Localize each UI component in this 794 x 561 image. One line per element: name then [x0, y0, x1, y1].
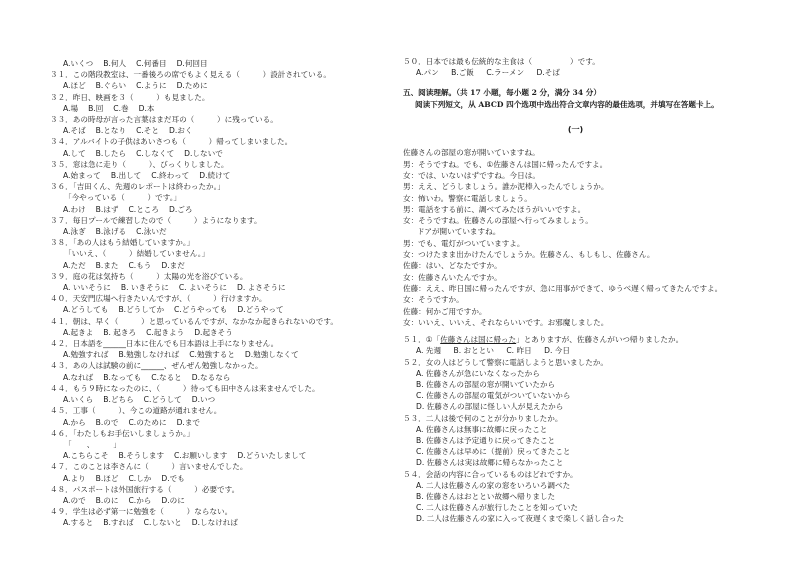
- option: A.起きよ: [63, 327, 94, 337]
- question-text: 「 、 」: [64, 439, 121, 449]
- question-text: ４５．工事（ ）、今この道路が通れません。: [50, 406, 222, 416]
- option: D.勉強しなくて: [244, 350, 299, 360]
- option: B.ぐらい: [95, 81, 127, 91]
- option: B.勉強しなければ: [118, 350, 180, 360]
- answer-options: [63, 204, 390, 215]
- answer-options: [63, 473, 390, 484]
- option: D.しなければ: [191, 518, 238, 528]
- option: A.こちらこそ: [63, 451, 109, 461]
- answer-options: [63, 58, 390, 69]
- question-text: ３１．この階段教室は、一番後ろの席でもよく見える（ ）設計されている。: [50, 70, 331, 80]
- option: C.巻: [113, 103, 129, 113]
- right-column: [403, 56, 748, 525]
- question-text: 「今やっている（ ）です。」: [64, 193, 182, 203]
- dialog-line: 女：では、いないはずですね。今日は。: [403, 171, 540, 180]
- dialog-line: 女：佐藤さんいたんですか。: [403, 272, 502, 282]
- option: B. 佐藤さんの部屋の窓が開いていたから: [416, 379, 556, 389]
- answer-options: [63, 170, 390, 181]
- option: A.ので: [63, 495, 86, 505]
- option: B.なっても: [103, 372, 142, 382]
- option: C.ラーメン: [486, 68, 525, 78]
- question-50: ５０．日本では最も伝統的な主食は（ ）です。: [403, 57, 600, 66]
- option: D.でも: [161, 473, 185, 483]
- answer-options: [63, 80, 390, 91]
- option: A.ほど: [63, 81, 86, 91]
- question-54-block: [403, 469, 748, 525]
- answer-options: [63, 304, 390, 315]
- question-text: ３６．「吉田くん、先週のレポートは終わったか。」: [50, 182, 226, 192]
- option: C.もう: [128, 260, 152, 270]
- option: A.どうしても: [63, 305, 109, 315]
- answer-options: [63, 226, 390, 237]
- answer-options: [63, 417, 390, 428]
- dialog-line: 女：そうですか。: [403, 295, 464, 305]
- question-54: ５４．会話の内容に合っているものはどれですか。: [403, 469, 578, 479]
- section-instructions: 阅读下列短文，从 ABCD 四个选项中选出符合文章内容的最佳选项，并填写在答题卡上。: [415, 99, 719, 109]
- question-text: ３９．庭の花は気持ち（ ）太陽の光を浴びている。: [50, 271, 248, 281]
- option: A.勉強すれば: [63, 350, 109, 360]
- option: C.そと: [136, 126, 159, 136]
- option: D.どういたしまして: [237, 451, 307, 461]
- question-text: ４３．あの人は試験の前に______、ぜんぜん勉強しなかった。: [50, 361, 263, 371]
- option: D. 二人は佐藤さんの家に入って夜遅くまで楽しく話し合った: [416, 514, 625, 524]
- option: D. 佐藤さんの部屋に怪しい人が見えたから: [416, 402, 564, 412]
- option: D. 佐藤さんは実は故郷に帰らなかったこと: [416, 458, 564, 468]
- option: B.どちら: [103, 395, 134, 405]
- option: B.ので: [95, 417, 119, 427]
- option: A.そば: [63, 126, 86, 136]
- option: B. 佐藤さんはおととい故郷へ帰りました: [416, 492, 556, 501]
- option: C.お願いします: [174, 451, 228, 461]
- option: B.のに: [95, 495, 119, 505]
- question-53-block: [403, 413, 748, 469]
- passage-heading: (一): [567, 125, 584, 135]
- option: C.しないと: [143, 518, 182, 528]
- option: D.ために: [176, 81, 208, 91]
- option: D.起きそう: [194, 327, 233, 337]
- answer-options: [63, 282, 390, 293]
- question-text: ４７．このことは李さんに（ ）言いませんでした。: [50, 462, 248, 472]
- question-text: ３５．窓は急に走り（ ）、びっくりしました。: [50, 159, 229, 169]
- dialog-line: 女：怖いわ。警察に電話しましょう。: [403, 193, 532, 203]
- option: C.何番目: [136, 59, 167, 68]
- option: B.また: [95, 260, 119, 270]
- question-text: ３４．アルバイトの子供はあいさつも（ ）帰ってしまいました。: [50, 137, 293, 147]
- option: D.そば: [536, 68, 560, 78]
- option: A.パン: [416, 68, 439, 78]
- dialog-line: 男：そうですね。でも、①佐藤さんは国に帰ったんですよ。: [403, 159, 608, 169]
- question-51: ５１．①「佐藤さんは国に帰った」とありますが、佐藤さんがいつ帰りましたか。: [403, 335, 684, 345]
- answer-options: [63, 125, 390, 136]
- option: C.しか: [128, 473, 152, 483]
- option: B.となり: [95, 126, 127, 136]
- dialog-line: 男：電話をする前に、調べてみたほうがいいですよ。: [403, 204, 586, 214]
- option: D.まだ: [161, 260, 185, 270]
- dialog-line: 女：いいえ、いいえ、それならいいです。お邪魔しました。: [403, 317, 609, 327]
- question-text: ３８．「あの人はもう結婚していますか。」: [50, 238, 195, 248]
- answer-options: [63, 372, 390, 383]
- option: A.より: [63, 473, 86, 483]
- answer-options: [63, 260, 390, 271]
- option: D.まで: [176, 417, 201, 427]
- answer-options: [63, 103, 390, 114]
- question-text: ４８．パスポートは外国旅行する（ ）必要です。: [50, 484, 240, 494]
- dialog-line: 男：でも、電灯がついていますよ。: [403, 238, 525, 248]
- option: C.ところ: [128, 204, 159, 214]
- dialog-line: ドアが開いていますね。: [417, 227, 501, 237]
- option: A.なれば: [63, 372, 94, 382]
- dialog-line: 佐藤：ええ、昨日国に帰ったんですが、急に用事ができて、ゆうべ遅く帰ってきたんですよ。: [403, 283, 723, 293]
- dialog-passage: [403, 147, 748, 328]
- option: B.すれば: [103, 518, 134, 528]
- option: A.から: [63, 417, 86, 427]
- option: D.なるなら: [191, 372, 231, 382]
- question-51-options: [416, 345, 748, 356]
- option: D.本: [138, 103, 155, 113]
- question-text: ４２．日本語を______日本に住んでも日本語は上手になりません。: [50, 339, 279, 349]
- option: B. おととい: [453, 346, 494, 356]
- question-text: 「いいえ、（ ）結婚していません。」: [64, 249, 210, 259]
- dialog-line: 女：つけたまま出かけたんでしょうか。佐藤さん、もしもし、佐藤さん。: [403, 250, 655, 260]
- option: C. 佐藤さんの部屋の電気がついていないから: [416, 391, 571, 401]
- question-51-block: [403, 334, 748, 356]
- option: D. よさそうに: [236, 283, 286, 293]
- option: C.泳いだ: [136, 227, 167, 237]
- dialog-line: 佐藤：何かご用ですか。: [403, 306, 487, 316]
- answer-options: [63, 394, 390, 405]
- option: A.して: [63, 148, 86, 158]
- underlined-phrase: 佐藤さんは国に帰った: [440, 335, 517, 345]
- dialog-line: 佐藤さんの部屋の窓が開いていますね。: [403, 148, 540, 158]
- option: B.何人: [103, 59, 127, 68]
- option: B.したら: [95, 148, 127, 158]
- option: A. 先週: [416, 346, 442, 356]
- answer-options: [63, 349, 390, 360]
- option: C.しなくて: [136, 148, 175, 158]
- option: D.しないで: [184, 148, 223, 158]
- option: D.ごろ: [168, 204, 193, 214]
- question-text: ３７．毎日プールで練習したので（ ）ようになります。: [50, 215, 262, 225]
- section-title: 五、阅读理解。（共 17 小题，每小题 2 分，满分 34 分）: [403, 88, 601, 98]
- question-text: ４０．天安門広場へ行きたいんですが、（ ）行けますか。: [50, 294, 267, 304]
- option: B.出して: [110, 171, 142, 181]
- option: D. 今日: [544, 346, 570, 356]
- question-text: ３２．昨日、映画を３（ ）も見ました。: [50, 92, 210, 102]
- option: D.いつ: [191, 395, 216, 405]
- answer-options: [63, 517, 390, 528]
- option: A. 佐藤さんが急にいなくなったから: [416, 368, 540, 378]
- option: A.いくら: [63, 395, 94, 405]
- option: C.どうやっても: [174, 305, 228, 315]
- option: A.ただ: [63, 260, 86, 270]
- option: A. 二人は佐藤さんの家の窓をいろいろ調べた: [416, 480, 571, 490]
- option: C. 昨日: [506, 346, 532, 356]
- option: C.勉強すると: [189, 350, 235, 360]
- option: B. 起きろ: [103, 327, 137, 337]
- dialog-line: 男：ええ、どうしましょう。誰か泥棒入ったんでしょうか。: [403, 182, 609, 192]
- option: C.なると: [151, 372, 182, 382]
- left-column: [50, 58, 390, 529]
- option: A.場: [63, 103, 79, 113]
- question-text: ４９．学生は必ず第一に勉強を（ ）ならない。: [50, 507, 233, 517]
- dialog-line: 女：そうですね。佐藤さんの部屋へ行ってみましょう。: [403, 216, 593, 226]
- option: C.から: [128, 495, 152, 505]
- option: B.ご飯: [451, 68, 474, 78]
- answer-options: [63, 495, 390, 506]
- question-52-block: [403, 357, 748, 413]
- option: C.のために: [128, 417, 167, 427]
- question-text: ４６．「わたしもお手伝いしましょうか。」: [50, 428, 195, 438]
- option: C.ように: [136, 81, 167, 91]
- question-text: ４１．朝は、早く（ ）と思っているんですが、なかなか起きられないのです。: [50, 316, 338, 326]
- option: A. いいそうに: [63, 283, 111, 293]
- option: A.泳ぎ: [63, 227, 86, 237]
- option: A.わけ: [63, 204, 86, 214]
- option: B.はず: [95, 204, 119, 214]
- option: C.終わって: [151, 171, 190, 181]
- option: A. 佐藤さんは無事に故郷に戻ったこと: [416, 424, 548, 434]
- option: D.おく: [168, 126, 193, 136]
- option: A.いくつ: [63, 59, 94, 68]
- option: C.起きよう: [146, 327, 185, 337]
- option: B.回: [88, 103, 104, 113]
- option: D.どうやって: [237, 305, 284, 315]
- dialog-line: 佐藤：はい、どなたですか。: [403, 261, 502, 271]
- option: C.どうして: [143, 395, 182, 405]
- question-52: ５２．女の人はどうして警察に電話しようと思いましたか。: [403, 357, 609, 367]
- option: B.そうします: [118, 451, 165, 461]
- option: A.始まって: [63, 171, 101, 181]
- question-text: ３３．あの時母が言った言葉はまだ耳の（ ）に残っている。: [50, 115, 278, 125]
- option: B.どうしてか: [118, 305, 165, 315]
- option: D.続けて: [199, 171, 231, 181]
- question-text: ４４．もう９時になったのに、（ ）待っても田中さんは来ませんでした。: [50, 383, 320, 393]
- option: C. 佐藤さんは早めに（提前）戻ってきたこと: [416, 447, 571, 457]
- option: C. 二人は佐藤さんが旅行したことを知っていた: [416, 503, 579, 513]
- option: B.ほど: [95, 473, 119, 483]
- option: A.すると: [63, 518, 94, 528]
- option: B. 佐藤さんは予定通りに戻ってきたこと: [416, 435, 556, 445]
- answer-options: [63, 450, 390, 461]
- option: B.泳げる: [95, 227, 127, 237]
- answer-options: [63, 327, 390, 338]
- option: B. いきそうに: [120, 283, 169, 293]
- option: C. よいそうに: [178, 283, 227, 293]
- answer-options: [63, 148, 390, 159]
- question-53: ５３．二人は後で何のことが分かりましたか。: [403, 413, 563, 423]
- question-50-options: [416, 67, 748, 78]
- option: D.のに: [161, 495, 185, 505]
- option: D.何回目: [176, 59, 208, 68]
